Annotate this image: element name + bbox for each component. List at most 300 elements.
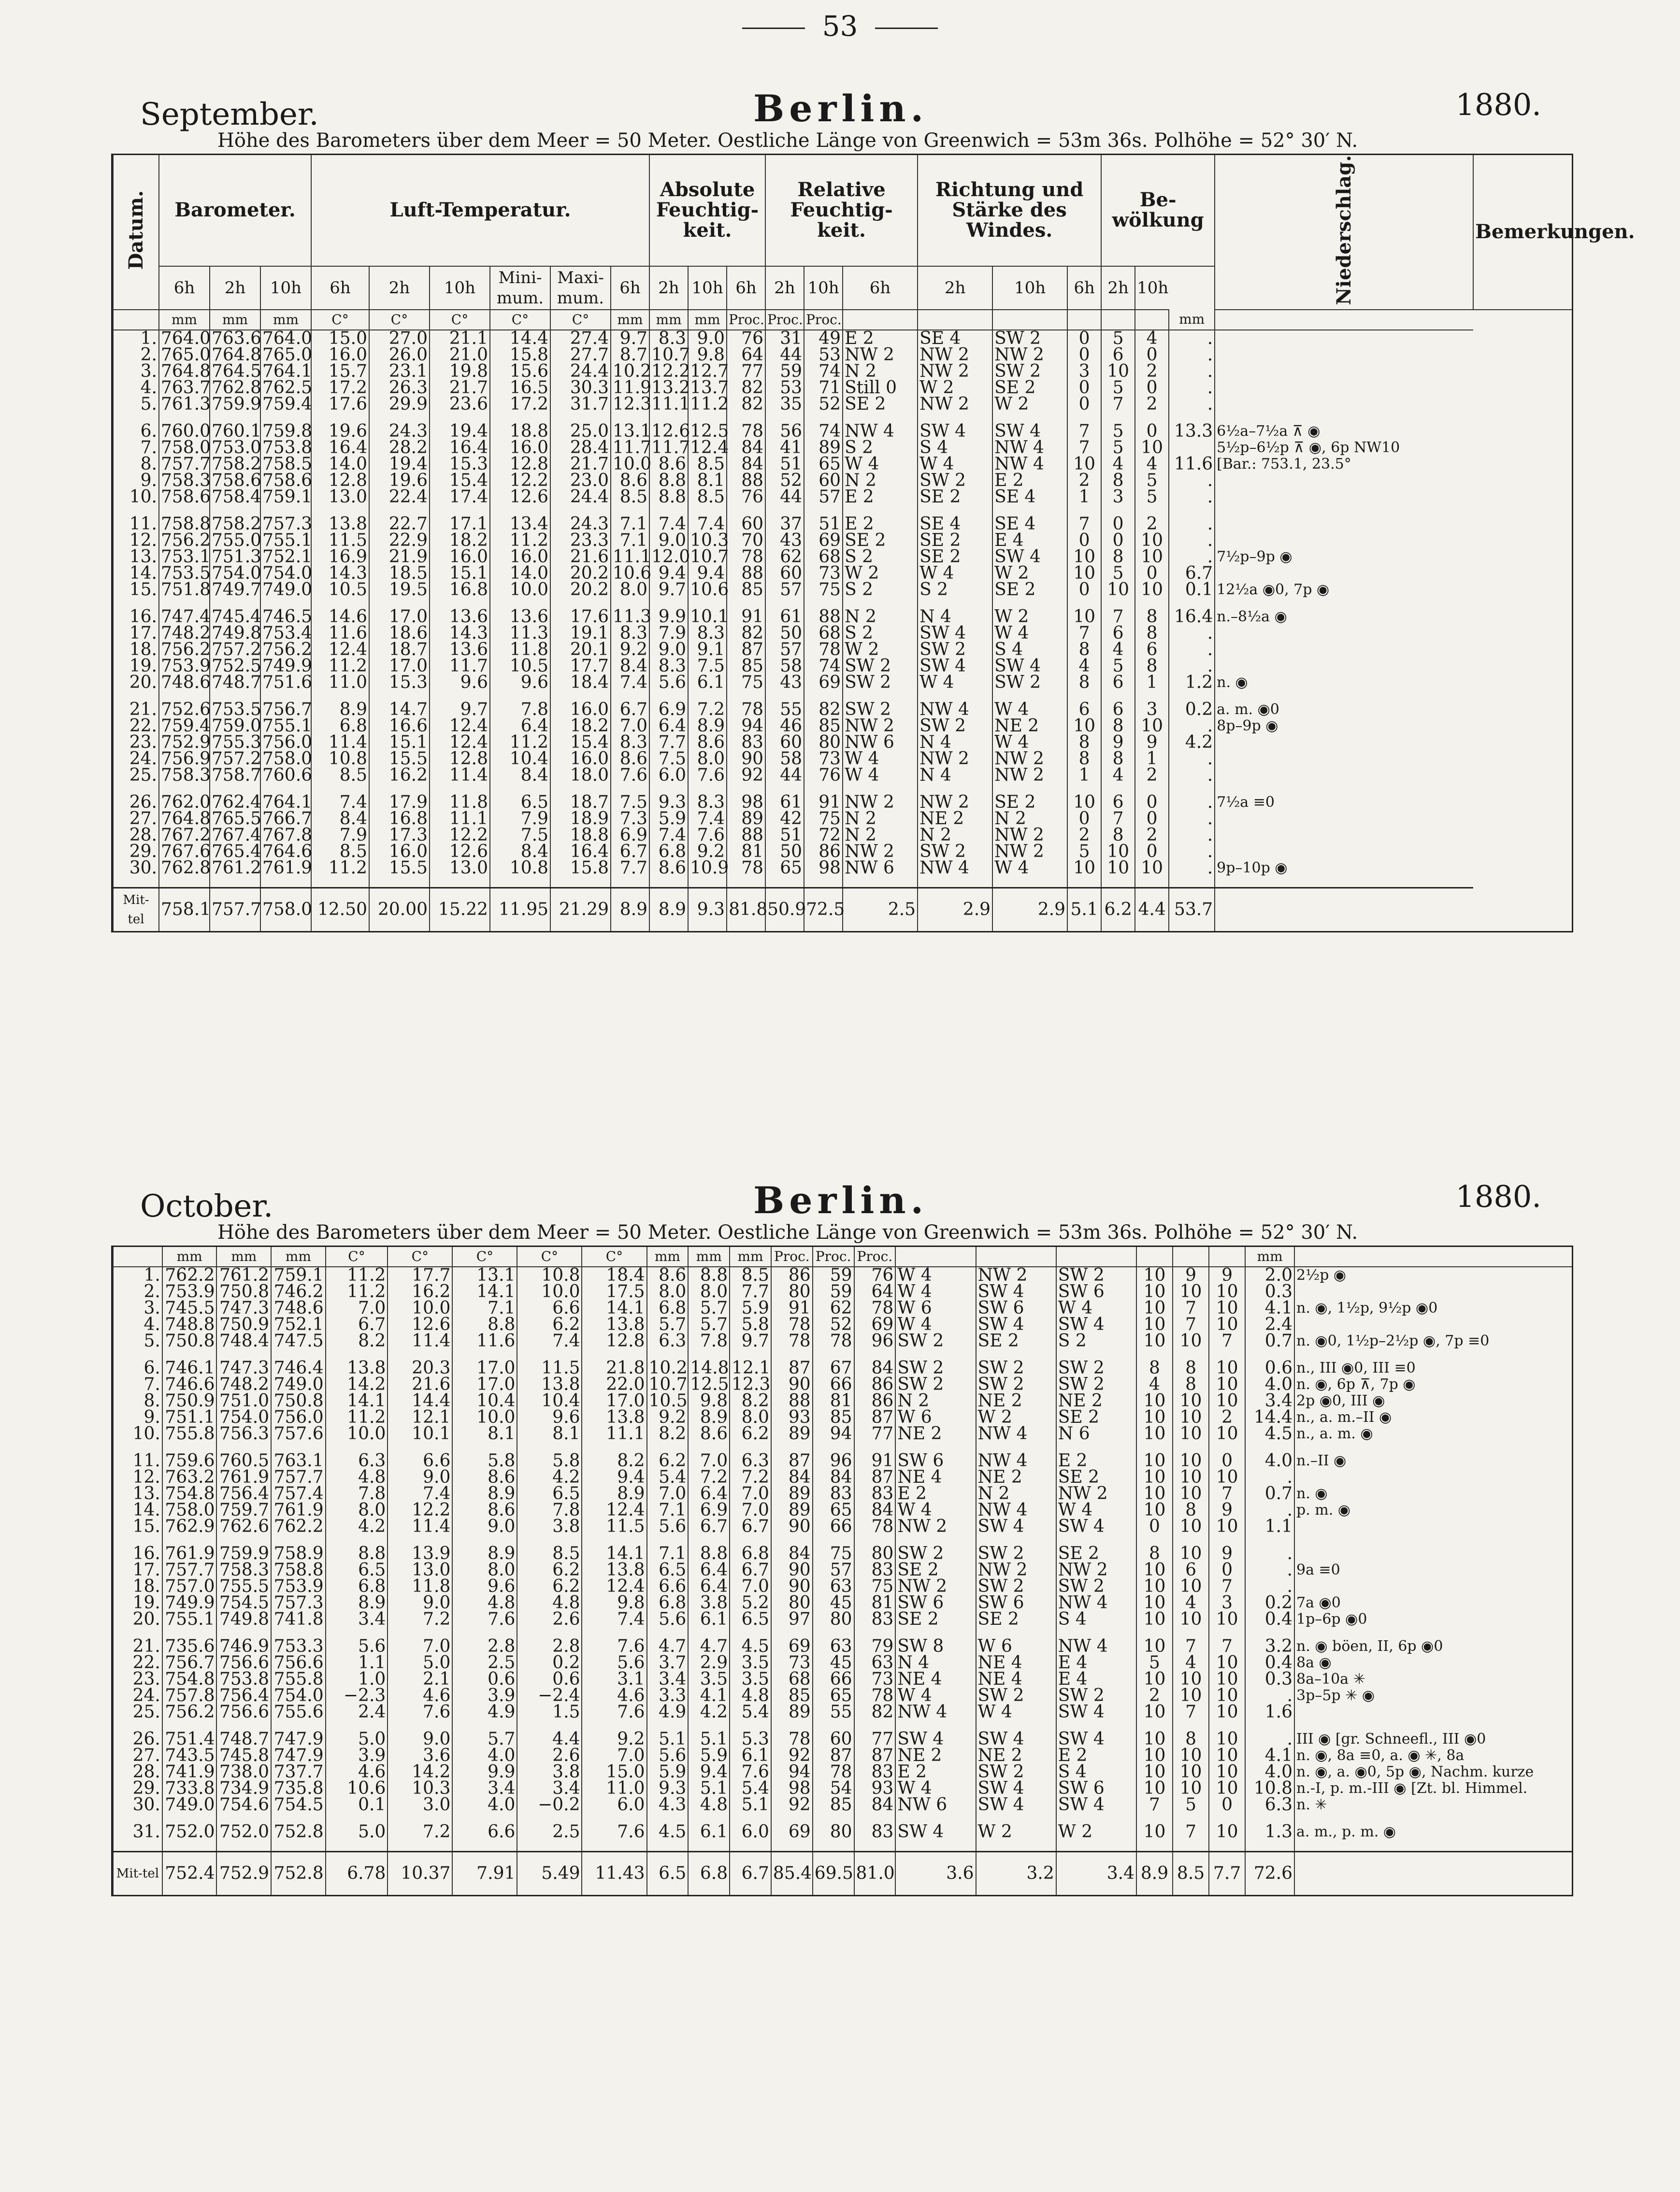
value-cell: 11.2 bbox=[311, 860, 369, 876]
wind-cell: NW 2 bbox=[1056, 1562, 1136, 1578]
value-cell: 89 bbox=[771, 1426, 813, 1442]
day-number: 15. bbox=[113, 1519, 162, 1535]
value-cell: 18.4 bbox=[550, 674, 611, 691]
day-number: 9. bbox=[113, 1409, 162, 1426]
value-cell: 10.0 bbox=[490, 582, 550, 598]
value-cell: 12.4 bbox=[582, 1502, 646, 1519]
value-cell: 8.4 bbox=[611, 658, 649, 674]
value-cell: 9.3 bbox=[649, 794, 688, 811]
remark-cell bbox=[1215, 658, 1473, 674]
mean-value: 7.91 bbox=[452, 1852, 517, 1895]
table-row bbox=[113, 1376, 1572, 1393]
value-cell: 746.5 bbox=[260, 609, 311, 625]
value-cell: 92 bbox=[771, 1797, 813, 1813]
value-cell: 78 bbox=[771, 1317, 813, 1333]
day-number: 24. bbox=[113, 751, 159, 767]
value-cell: 11.1 bbox=[649, 396, 688, 413]
value-cell: 6.7 bbox=[730, 1562, 771, 1578]
value-cell: 12.8 bbox=[311, 473, 369, 489]
table-row bbox=[113, 532, 1572, 549]
cloud-cell: 4 bbox=[1173, 1595, 1209, 1611]
value-cell: 89 bbox=[727, 811, 765, 827]
value-cell: 13.0 bbox=[430, 860, 490, 876]
wind-cell: NE 2 bbox=[1056, 1393, 1136, 1409]
cloud-cell: 5 bbox=[1135, 489, 1169, 505]
value-cell: 17.1 bbox=[430, 516, 490, 532]
value-cell: 18.4 bbox=[582, 1267, 646, 1284]
cloud-cell: 4 bbox=[1101, 642, 1135, 658]
cloud-cell: 0 bbox=[1101, 516, 1135, 532]
cloud-cell: 10 bbox=[1136, 1595, 1173, 1611]
value-cell: 755.1 bbox=[260, 718, 311, 734]
precipitation-cell: 16.4 bbox=[1169, 609, 1215, 625]
value-cell: 90 bbox=[771, 1376, 813, 1393]
table-row bbox=[113, 456, 1572, 473]
value-cell: 749.9 bbox=[260, 658, 311, 674]
remark-cell: 3p–5p ✳ ◉ bbox=[1294, 1688, 1572, 1704]
value-cell: 6.8 bbox=[326, 1578, 388, 1595]
wind-cell: SW 4 bbox=[1056, 1704, 1136, 1720]
cloud-cell: 0 bbox=[1209, 1562, 1245, 1578]
cloud-cell: 10 bbox=[1101, 860, 1135, 876]
value-cell: 7.4 bbox=[311, 794, 369, 811]
cloud-cell: 2 bbox=[1209, 1409, 1245, 1426]
wind-cell: NW 2 bbox=[843, 844, 918, 860]
wind-cell: SW 2 bbox=[895, 1360, 976, 1376]
hour-column-header: 10h bbox=[1135, 266, 1169, 310]
value-cell: 758.8 bbox=[271, 1562, 326, 1578]
wind-cell: SW 2 bbox=[918, 642, 992, 658]
wind-cell: SW 6 bbox=[976, 1300, 1056, 1317]
wind-cell: E 2 bbox=[843, 516, 918, 532]
day-number: 3. bbox=[113, 363, 159, 380]
precipitation-cell: 0.4 bbox=[1245, 1611, 1294, 1628]
value-cell: 60 bbox=[765, 734, 804, 751]
value-cell: 755.0 bbox=[210, 532, 260, 549]
day-number: 18. bbox=[113, 1578, 162, 1595]
value-cell: 79 bbox=[854, 1638, 896, 1655]
hour-column-header: 2h bbox=[210, 266, 260, 310]
value-cell: −2.3 bbox=[326, 1688, 388, 1704]
value-cell: 15.5 bbox=[369, 860, 430, 876]
value-cell: 12.5 bbox=[688, 1376, 730, 1393]
value-cell: 16.8 bbox=[369, 811, 430, 827]
value-cell: 78 bbox=[727, 860, 765, 876]
value-cell: 758.8 bbox=[159, 516, 210, 532]
value-cell: 9.0 bbox=[688, 330, 727, 347]
cloud-cell: 10 bbox=[1101, 582, 1135, 598]
value-cell: 82 bbox=[727, 625, 765, 642]
day-number: 5. bbox=[113, 396, 159, 413]
value-cell: 8.5 bbox=[730, 1267, 771, 1284]
wind-cell: SW 2 bbox=[918, 844, 992, 860]
spacer-cell bbox=[1215, 784, 1473, 794]
value-cell: 752.5 bbox=[210, 658, 260, 674]
value-cell: 63 bbox=[813, 1638, 854, 1655]
cloud-cell: 4 bbox=[1173, 1655, 1209, 1671]
unit-label bbox=[918, 310, 992, 330]
cloud-cell: 10 bbox=[1136, 1300, 1173, 1317]
wind-cell: W 4 bbox=[992, 734, 1067, 751]
table-row bbox=[113, 1671, 1572, 1688]
value-cell: 8.9 bbox=[688, 1409, 730, 1426]
value-cell: 15.3 bbox=[430, 456, 490, 473]
wind-cell: NE 2 bbox=[976, 1393, 1056, 1409]
value-cell: 3.1 bbox=[582, 1671, 646, 1688]
value-cell: 7.6 bbox=[582, 1824, 646, 1840]
remark-cell: n., a. m. ◉ bbox=[1294, 1426, 1572, 1442]
unit-label: mm bbox=[688, 310, 727, 330]
table-row bbox=[113, 1502, 1572, 1519]
value-cell: 763.1 bbox=[271, 1453, 326, 1469]
remark-cell bbox=[1215, 767, 1473, 784]
wind-cell: SE 4 bbox=[992, 489, 1067, 505]
hour-column-header: 2h bbox=[918, 266, 992, 310]
value-cell: 9.1 bbox=[688, 642, 727, 658]
mean-value: 81.8 bbox=[727, 888, 765, 931]
cloud-cell: 7 bbox=[1101, 609, 1135, 625]
value-cell: 4.0 bbox=[452, 1797, 517, 1813]
wind-cell: E 4 bbox=[1056, 1671, 1136, 1688]
precipitation-cell: . bbox=[1169, 330, 1215, 347]
spacer-cell bbox=[918, 876, 992, 888]
value-cell: 5.0 bbox=[326, 1731, 388, 1748]
value-cell: 6.4 bbox=[688, 1486, 730, 1502]
value-cell: 9.4 bbox=[688, 565, 727, 582]
value-cell: 12.4 bbox=[688, 440, 727, 456]
cloud-cell: 10 bbox=[1136, 1671, 1173, 1688]
value-cell: 75 bbox=[804, 582, 843, 598]
value-cell: 757.4 bbox=[271, 1486, 326, 1502]
cloud-cell: 2 bbox=[1135, 767, 1169, 784]
value-cell: 69 bbox=[771, 1824, 813, 1840]
cloud-cell: 10 bbox=[1173, 1284, 1209, 1300]
wind-cell: SW 2 bbox=[918, 718, 992, 734]
precipitation-cell: . bbox=[1169, 860, 1215, 876]
spacer-cell bbox=[517, 1840, 582, 1852]
wind-cell: NE 4 bbox=[895, 1469, 976, 1486]
value-cell: 62 bbox=[813, 1300, 854, 1317]
wind-cell: SE 2 bbox=[843, 396, 918, 413]
value-cell: 6.7 bbox=[730, 1519, 771, 1535]
precipitation-cell: . bbox=[1169, 642, 1215, 658]
value-cell: 9.9 bbox=[649, 609, 688, 625]
value-cell: 89 bbox=[771, 1502, 813, 1519]
precipitation-cell: 1.2 bbox=[1169, 674, 1215, 691]
mean-value: 3.6 bbox=[895, 1852, 976, 1895]
value-cell: 750.9 bbox=[216, 1317, 271, 1333]
value-cell: 758.7 bbox=[210, 767, 260, 784]
wind-cell: W 2 bbox=[976, 1409, 1056, 1426]
value-cell: 7.0 bbox=[611, 718, 649, 734]
value-cell: 9.6 bbox=[452, 1578, 517, 1595]
value-cell: 8.6 bbox=[649, 860, 688, 876]
value-cell: 43 bbox=[765, 674, 804, 691]
year-label: 1880. bbox=[1455, 1179, 1541, 1214]
wind-cell: NW 2 bbox=[843, 718, 918, 734]
wind-cell: SE 2 bbox=[992, 380, 1067, 396]
value-cell: 9.4 bbox=[649, 565, 688, 582]
precipitation-cell: 13.3 bbox=[1169, 423, 1215, 440]
precipitation-cell: . bbox=[1169, 347, 1215, 363]
value-cell: 69 bbox=[804, 674, 843, 691]
value-cell: 12.1 bbox=[388, 1409, 452, 1426]
remark-cell bbox=[1215, 565, 1473, 582]
hour-column-header: Maxi-mum. bbox=[550, 266, 611, 310]
value-cell: 17.6 bbox=[550, 609, 611, 625]
value-cell: 98 bbox=[804, 860, 843, 876]
value-cell: 66 bbox=[813, 1671, 854, 1688]
remark-cell bbox=[1294, 1519, 1572, 1535]
value-cell: 6.4 bbox=[490, 718, 550, 734]
value-cell: 68 bbox=[804, 625, 843, 642]
value-cell: 9.4 bbox=[688, 1764, 730, 1780]
value-cell: 3.6 bbox=[388, 1748, 452, 1764]
table-row bbox=[113, 702, 1572, 718]
value-cell: 24.3 bbox=[369, 423, 430, 440]
cloud-cell: 10 bbox=[1101, 363, 1135, 380]
value-cell: 767.2 bbox=[159, 827, 210, 844]
value-cell: 758.6 bbox=[260, 473, 311, 489]
value-cell: 90 bbox=[771, 1562, 813, 1578]
value-cell: 83 bbox=[854, 1611, 896, 1628]
value-cell: 764.0 bbox=[159, 330, 210, 347]
cloud-cell: 7 bbox=[1173, 1638, 1209, 1655]
value-cell: 2.5 bbox=[517, 1824, 582, 1840]
value-cell: 7.9 bbox=[311, 827, 369, 844]
wind-cell: W 6 bbox=[895, 1409, 976, 1426]
mean-value: 9.3 bbox=[688, 888, 727, 931]
value-cell: 61 bbox=[765, 794, 804, 811]
remark-cell bbox=[1215, 347, 1473, 363]
table-row bbox=[113, 658, 1572, 674]
cloud-cell: 8 bbox=[1101, 827, 1135, 844]
table-row bbox=[113, 1704, 1572, 1720]
value-cell: 7.4 bbox=[388, 1486, 452, 1502]
value-cell: 746.9 bbox=[216, 1638, 271, 1655]
value-cell: 4.3 bbox=[647, 1797, 689, 1813]
value-cell: 27.4 bbox=[550, 330, 611, 347]
day-number: 29. bbox=[113, 1780, 162, 1797]
value-cell: 9.7 bbox=[730, 1333, 771, 1349]
cloud-cell: 10 bbox=[1173, 1426, 1209, 1442]
value-cell: 11.4 bbox=[311, 734, 369, 751]
remark-cell: 9p–10p ◉ bbox=[1215, 860, 1473, 876]
value-cell: 7.6 bbox=[730, 1764, 771, 1780]
cloud-cell: 5 bbox=[1101, 423, 1135, 440]
value-cell: 12.6 bbox=[430, 844, 490, 860]
value-cell: 2.6 bbox=[517, 1611, 582, 1628]
cloud-cell: 2 bbox=[1067, 473, 1101, 489]
wind-cell: NW 4 bbox=[976, 1453, 1056, 1469]
value-cell: 12.1 bbox=[730, 1360, 771, 1376]
value-cell: 83 bbox=[854, 1764, 896, 1780]
precipitation-cell: 3.4 bbox=[1245, 1393, 1294, 1409]
value-cell: 6.9 bbox=[688, 1502, 730, 1519]
value-cell: −0.2 bbox=[517, 1797, 582, 1813]
value-cell: 758.2 bbox=[210, 456, 260, 473]
remark-cell: n., a. m.–II ◉ bbox=[1294, 1409, 1572, 1426]
precipitation-cell: 11.6 bbox=[1169, 456, 1215, 473]
value-cell: 759.9 bbox=[216, 1546, 271, 1562]
value-cell: 12.4 bbox=[430, 718, 490, 734]
value-cell: 9.0 bbox=[388, 1595, 452, 1611]
spacer-cell bbox=[1294, 1840, 1572, 1852]
mean-value: 81.0 bbox=[854, 1852, 896, 1895]
cloud-cell: 10 bbox=[1209, 1300, 1245, 1317]
units-cell bbox=[113, 1247, 162, 1267]
mean-value: 72.6 bbox=[1245, 1852, 1294, 1895]
value-cell: 754.6 bbox=[216, 1797, 271, 1813]
hour-column-header: 6h bbox=[611, 266, 649, 310]
wind-cell: N 2 bbox=[843, 609, 918, 625]
year-label: 1880. bbox=[1455, 87, 1541, 122]
remark-cell: 7½a ≡0 bbox=[1215, 794, 1473, 811]
cloud-cell: 0 bbox=[1101, 532, 1135, 549]
value-cell: 741.8 bbox=[271, 1611, 326, 1628]
value-cell: 6.0 bbox=[582, 1797, 646, 1813]
spacer-cell bbox=[1215, 598, 1473, 609]
wind-cell: SW 6 bbox=[1056, 1284, 1136, 1300]
wind-cell: S 4 bbox=[1056, 1611, 1136, 1628]
value-cell: 12.6 bbox=[490, 489, 550, 505]
value-cell: 23.6 bbox=[430, 396, 490, 413]
value-cell: 21.1 bbox=[430, 330, 490, 347]
value-cell: 6.9 bbox=[649, 702, 688, 718]
value-cell: 71 bbox=[804, 380, 843, 396]
value-cell: 6.2 bbox=[730, 1426, 771, 1442]
value-cell: 52 bbox=[804, 396, 843, 413]
remark-cell bbox=[1215, 330, 1473, 347]
table-row bbox=[113, 609, 1572, 625]
cloud-cell: 5 bbox=[1101, 440, 1135, 456]
value-cell: 7.8 bbox=[517, 1502, 582, 1519]
cloud-cell: 10 bbox=[1209, 1284, 1245, 1300]
cloud-cell: 4 bbox=[1136, 1376, 1173, 1393]
hour-column-header: 6h bbox=[1067, 266, 1101, 310]
mean-value: 752.8 bbox=[271, 1852, 326, 1895]
value-cell: 8.6 bbox=[452, 1469, 517, 1486]
day-number: 27. bbox=[113, 1748, 162, 1764]
precipitation-cell: 6.7 bbox=[1169, 565, 1215, 582]
spacer-cell bbox=[771, 1840, 813, 1852]
remark-cell bbox=[1215, 625, 1473, 642]
remark-cell: 5½p–6½p ⊼ ◉, 6p NW10 bbox=[1215, 440, 1473, 456]
cloud-cell: 3 bbox=[1101, 489, 1135, 505]
value-cell: 6.5 bbox=[730, 1611, 771, 1628]
value-cell: 65 bbox=[813, 1502, 854, 1519]
value-cell: 15.4 bbox=[550, 734, 611, 751]
cloud-cell: 0 bbox=[1135, 423, 1169, 440]
cloud-cell: 10 bbox=[1136, 1562, 1173, 1578]
day-number: 14. bbox=[113, 1502, 162, 1519]
remark-cell: n.–II ◉ bbox=[1294, 1453, 1572, 1469]
value-cell: 7.8 bbox=[326, 1486, 388, 1502]
table-row bbox=[113, 751, 1572, 767]
value-cell: 9.7 bbox=[649, 582, 688, 598]
spacer-cell bbox=[216, 1840, 271, 1852]
value-cell: 6.6 bbox=[647, 1578, 689, 1595]
value-cell: 14.0 bbox=[490, 565, 550, 582]
value-cell: 748.7 bbox=[216, 1731, 271, 1748]
value-cell: 8.5 bbox=[311, 844, 369, 860]
spacer-cell bbox=[1245, 1840, 1294, 1852]
value-cell: 78 bbox=[727, 549, 765, 565]
table-row bbox=[113, 1284, 1572, 1300]
value-cell: 65 bbox=[804, 456, 843, 473]
value-cell: 82 bbox=[727, 396, 765, 413]
wind-cell: SW 2 bbox=[976, 1360, 1056, 1376]
value-cell: 60 bbox=[804, 473, 843, 489]
value-cell: 91 bbox=[854, 1453, 896, 1469]
value-cell: 75 bbox=[813, 1546, 854, 1562]
value-cell: 85 bbox=[727, 658, 765, 674]
value-cell: 2.9 bbox=[688, 1655, 730, 1671]
mean-value bbox=[1215, 888, 1473, 931]
cloud-cell: 10 bbox=[1209, 1360, 1245, 1376]
value-cell: 5.1 bbox=[688, 1731, 730, 1748]
september-table bbox=[113, 155, 1635, 931]
day-number: 4. bbox=[113, 380, 159, 396]
day-number: 16. bbox=[113, 1546, 162, 1562]
value-cell: 17.4 bbox=[430, 489, 490, 505]
remark-cell: n. ◉, a. ◉0, 5p ◉, Nachm. kurze bbox=[1294, 1764, 1572, 1780]
mean-value: 758.1 bbox=[159, 888, 210, 931]
precipitation-cell: . bbox=[1169, 516, 1215, 532]
value-cell: 28.4 bbox=[550, 440, 611, 456]
precipitation-cell: 0.4 bbox=[1245, 1655, 1294, 1671]
hour-column-header: 10h bbox=[260, 266, 311, 310]
precipitation-cell: . bbox=[1169, 489, 1215, 505]
remark-cell: 7½p–9p ◉ bbox=[1215, 549, 1473, 565]
wind-cell: SE 2 bbox=[992, 794, 1067, 811]
value-cell: 31 bbox=[765, 330, 804, 347]
value-cell: 83 bbox=[727, 734, 765, 751]
wind-cell: NE 2 bbox=[992, 718, 1067, 734]
wind-cell: SE 2 bbox=[976, 1333, 1056, 1349]
value-cell: 12.4 bbox=[430, 734, 490, 751]
value-cell: 761.9 bbox=[216, 1469, 271, 1486]
wind-cell: SW 2 bbox=[1056, 1267, 1136, 1284]
value-cell: 6.7 bbox=[611, 844, 649, 860]
value-cell: 21.7 bbox=[550, 456, 611, 473]
cloud-cell: 8 bbox=[1136, 1360, 1173, 1376]
value-cell: 733.8 bbox=[162, 1780, 217, 1797]
value-cell: 5.1 bbox=[647, 1731, 689, 1748]
spacer-cell bbox=[765, 876, 804, 888]
value-cell: 11.4 bbox=[388, 1519, 452, 1535]
mean-value: 2.5 bbox=[843, 888, 918, 931]
value-cell: 45 bbox=[813, 1595, 854, 1611]
value-cell: 7.8 bbox=[490, 702, 550, 718]
spacer-cell bbox=[1294, 1442, 1572, 1453]
value-cell: 8.1 bbox=[452, 1426, 517, 1442]
value-cell: 18.7 bbox=[369, 642, 430, 658]
wind-cell: S 2 bbox=[1056, 1333, 1136, 1349]
table-row bbox=[113, 1731, 1572, 1748]
spacer-cell bbox=[582, 1840, 646, 1852]
value-cell: 11.6 bbox=[311, 625, 369, 642]
remark-cell bbox=[1215, 827, 1473, 844]
cloud-cell: 1 bbox=[1067, 489, 1101, 505]
value-cell: 7.6 bbox=[388, 1704, 452, 1720]
mean-value: 8.9 bbox=[649, 888, 688, 931]
value-cell: 16.0 bbox=[550, 751, 611, 767]
value-cell: 752.6 bbox=[159, 702, 210, 718]
value-cell: 6.4 bbox=[688, 1578, 730, 1595]
unit-label bbox=[976, 1247, 1056, 1267]
unit-label: Proc. bbox=[771, 1247, 813, 1267]
